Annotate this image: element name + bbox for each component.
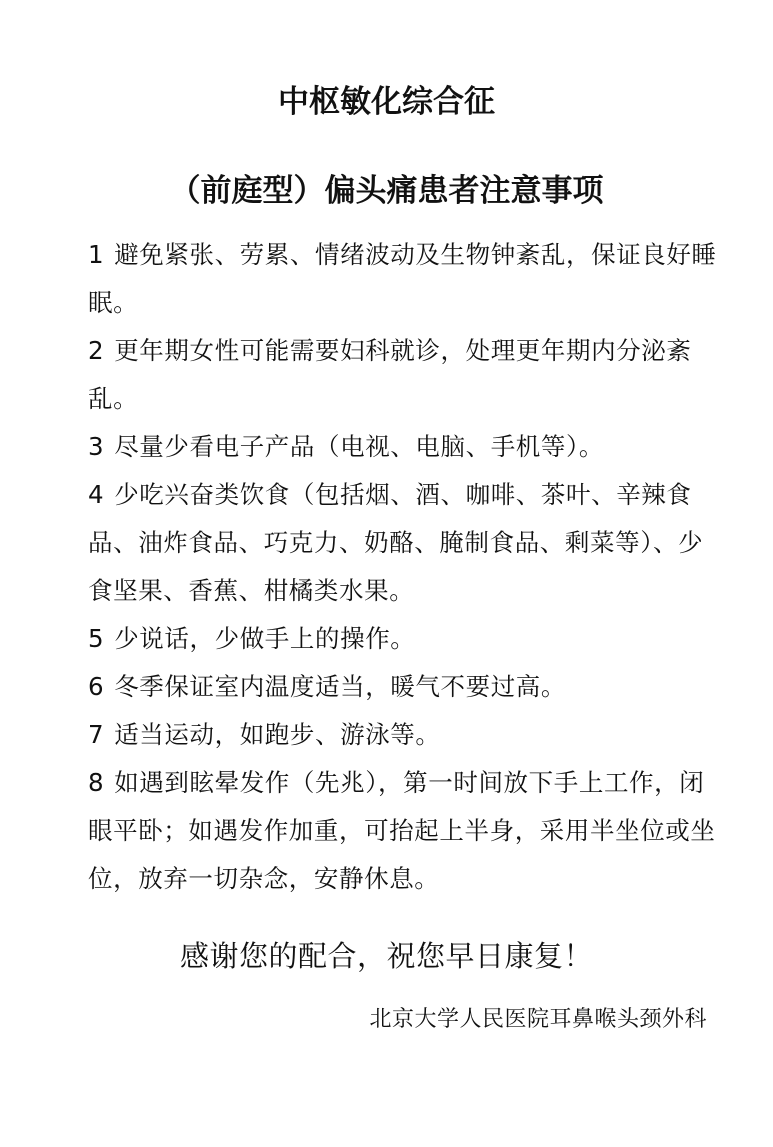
notice-item-4 [88,471,718,615]
notice-number: 6 [88,672,105,701]
notice-text: 更年期女性可能需要妇科就诊，处理更年期内分泌紊乱。 [88,336,692,413]
notice-item-6 [88,663,718,711]
notice-number: 3 [88,432,105,461]
notice-number: 7 [88,720,105,749]
notice-item-1 [88,231,718,327]
notice-text: 避免紧张、劳累、情绪波动及生物钟紊乱，保证良好睡眠。 [88,240,717,317]
notice-text: 适当运动，如跑步、游泳等。 [114,720,441,749]
document-subtitle: （前庭型）偏头痛患者注意事项 [169,173,604,209]
notice-text: 少吃兴奋类饮食（包括烟、酒、咖啡、茶叶、辛辣食品、油炸食品、巧克力、奶酪、腌制食品、剩菜等）、少食坚果、香蕉、柑橘类水果。 [88,480,704,605]
notice-item-8 [88,759,718,903]
notice-number: 1 [88,240,105,269]
notice-text: 如遇到眩晕发作（先兆），第一时间放下手上工作，闭眼平卧；如遇发作加重，可抬起上半身，采用半坐位或坐位，放弃一切杂念，安静休息。 [88,768,716,893]
notice-number: 2 [88,336,105,365]
notice-item-5 [88,615,718,663]
notice-item-2 [88,327,718,423]
notice-list [88,231,718,903]
notice-number: 5 [88,624,105,653]
notice-item-7 [88,711,718,759]
notice-text: 尽量少看电子产品（电视、电脑、手机等）。 [114,432,604,461]
notice-number: 4 [88,480,105,509]
notice-number: 8 [88,768,105,797]
notice-item-3 [88,423,718,471]
closing-message: 感谢您的配合，祝您早日康复！ [179,939,593,973]
document-title: 中枢敏化综合征 [278,84,495,120]
notice-text: 少说话，少做手上的操作。 [114,624,416,653]
notice-text: 冬季保证室内温度适当，暖气不要过高。 [114,672,567,701]
department-signature: 北京大学人民医院耳鼻喉头颈外科 [369,1007,707,1032]
